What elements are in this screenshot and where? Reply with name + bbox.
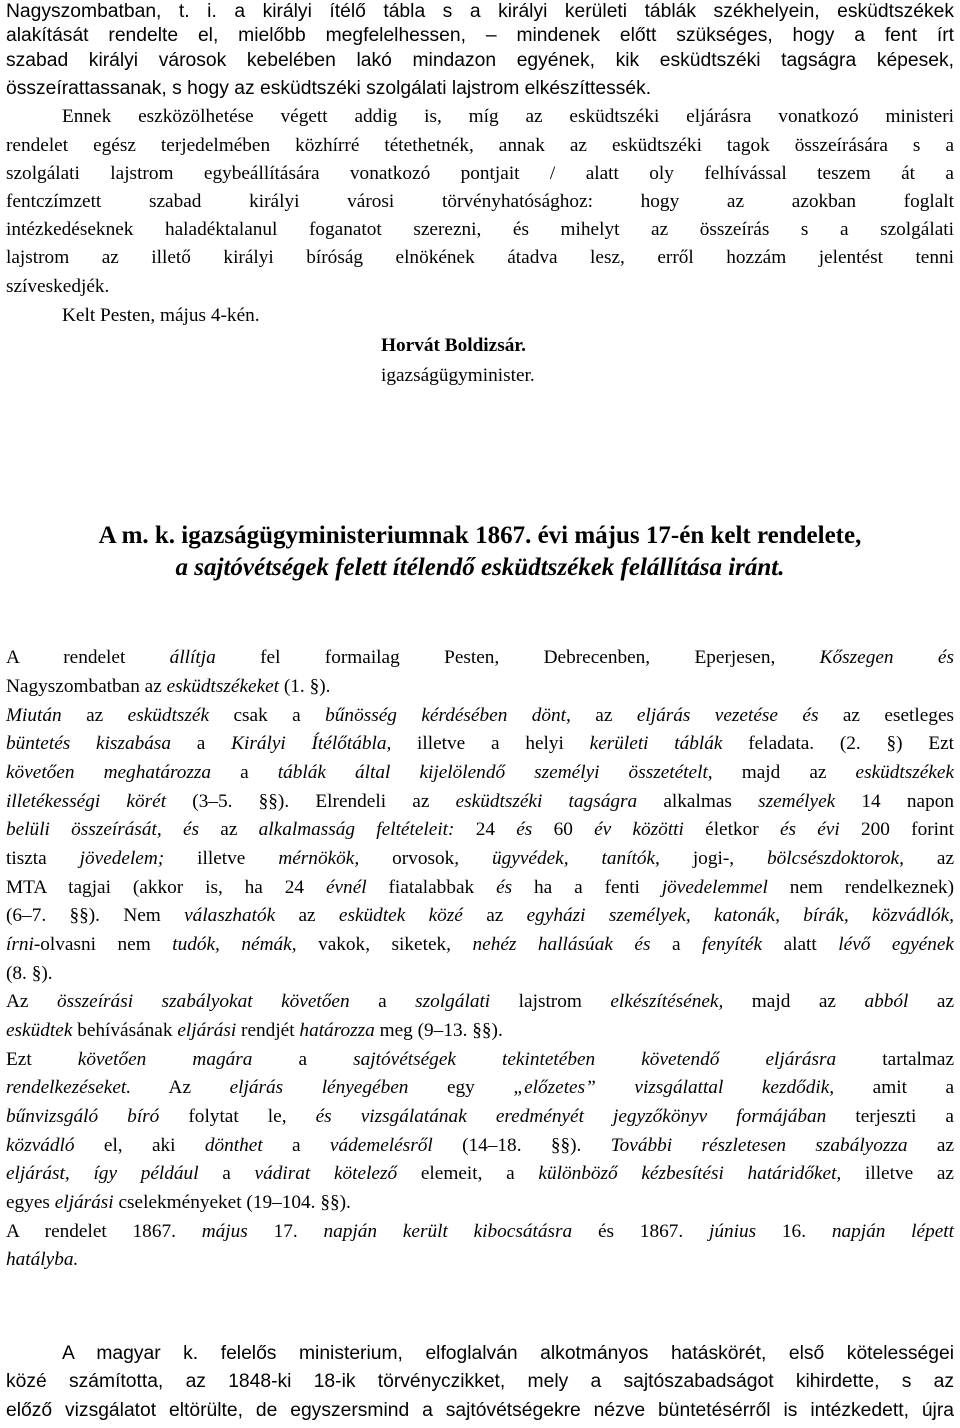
- paragraph2-line: szíveskedjék.: [6, 276, 110, 297]
- summary-segment: illetve az: [841, 1163, 954, 1184]
- summary-segment: „előzetes” vizsgálattal kezdődik,: [513, 1077, 835, 1098]
- summary-segment: A rendelet: [6, 647, 170, 668]
- summary-segment: elemeit, a: [397, 1163, 539, 1184]
- signature-name: Horvát Boldizsár.: [381, 335, 526, 356]
- summary-segment: 200 forint: [839, 819, 954, 840]
- summary-line: [6, 675, 954, 699]
- summary-segment: meg (9–13. §§).: [374, 1020, 503, 1041]
- summary-segment: cselekményeket (19–104. §§).: [113, 1192, 351, 1213]
- summary-segment: egyházi személyek, katonák, bírák, közvádlók,: [526, 905, 954, 926]
- summary-segment: esküdtszék: [127, 705, 210, 726]
- summary-segment: alkalmas: [637, 791, 759, 812]
- summary-segment: az: [570, 705, 637, 726]
- summary-line: [6, 904, 954, 928]
- summary-segment: írni: [6, 934, 34, 955]
- summary-segment: életkor: [683, 819, 780, 840]
- summary-segment: belüli összeírását, és: [6, 819, 200, 840]
- summary-segment: határozza: [299, 1020, 375, 1041]
- paragraph1-line: összeírattassanak, s hogy az esküdtszéki szolgálati lajstrom elkészíttessék.: [6, 78, 652, 99]
- summary-segment: További részletesen szabályozza: [610, 1135, 908, 1156]
- summary-segment: ha a fenti: [512, 877, 662, 898]
- summary-line: [6, 1076, 954, 1100]
- summary-segment: majd az: [723, 991, 865, 1012]
- summary-segment: nem rendelkeznek): [767, 877, 954, 898]
- summary-segment: bölcsészdoktorok,: [767, 848, 904, 869]
- summary-segment: az: [907, 1135, 954, 1156]
- summary-segment: az: [462, 905, 527, 926]
- summary-line: [6, 1105, 954, 1129]
- summary-segment: vakok, siketek,: [296, 934, 473, 955]
- summary-segment: az: [199, 819, 259, 840]
- summary-segment: az esetleges: [818, 705, 955, 726]
- summary-segment: válaszhatók: [184, 905, 276, 926]
- summary-segment: személyek: [758, 791, 836, 812]
- summary-line: [6, 1162, 954, 1186]
- summary-segment: lévő egyének: [838, 934, 954, 955]
- summary-segment: el, aki: [74, 1135, 205, 1156]
- summary-segment: majd az: [712, 762, 856, 783]
- summary-segment: különböző kézbesítési határidőket,: [538, 1163, 842, 1184]
- decree-heading: A m. k. igazságügyministeriumnak 1867. évi május 17-én kelt rendelete,: [98, 522, 862, 549]
- summary-segment: eljárási: [177, 1020, 237, 1041]
- summary-line: [6, 761, 954, 785]
- summary-line: [6, 933, 954, 957]
- paragraph2-line: fentczímzett szabad királyi városi törvényhatósághoz: hogy az azokban foglalt: [6, 191, 954, 212]
- summary-segment: orvosok,: [359, 848, 493, 869]
- summary-segment: (3–5. §§). Elrendeli az: [166, 791, 456, 812]
- summary-segment: (14–18. §§).: [432, 1135, 611, 1156]
- summary-segment: -olvasni nem: [33, 934, 173, 955]
- summary-segment: fenyíték: [702, 934, 763, 955]
- signature-title: igazságügyminister.: [381, 365, 535, 386]
- summary-segment: a: [252, 1049, 354, 1070]
- summary-segment: jövedelem;: [79, 848, 165, 869]
- summary-line: [6, 1220, 954, 1244]
- summary-segment: csak a: [209, 705, 326, 726]
- summary-segment: az: [903, 848, 955, 869]
- summary-line: [6, 704, 954, 728]
- summary-segment: Nagyszombatban az: [6, 676, 167, 697]
- summary-segment: Az: [6, 991, 57, 1012]
- summary-line: [6, 790, 954, 814]
- paragraph1-line: Nagyszombatban, t. i. a királyi ítélő tábla s a királyi kerületi táblák székhelyein, esküdtszékek: [6, 1, 954, 22]
- summary-segment: terjeszti a: [826, 1106, 954, 1127]
- summary-segment: év közötti: [594, 819, 684, 840]
- summary-segment: esküdtszékek: [855, 762, 955, 783]
- summary-segment: (1. §).: [279, 676, 331, 697]
- summary-segment: napján lépett: [831, 1221, 954, 1242]
- summary-segment: hatályba.: [6, 1249, 79, 1270]
- summary-segment: június: [708, 1221, 757, 1242]
- summary-segment: május: [201, 1221, 248, 1242]
- summary-line: [6, 1019, 954, 1043]
- summary-segment: közvádló: [6, 1135, 75, 1156]
- summary-segment: és vizsgálatának eredményét jegyzőkönyv formájában: [315, 1106, 827, 1127]
- summary-segment: a: [262, 1135, 330, 1156]
- summary-segment: Kőszegen és: [819, 647, 954, 668]
- summary-segment: nehéz hallásúak és: [472, 934, 651, 955]
- summary-line: [6, 962, 954, 986]
- summary-segment: 24: [454, 819, 517, 840]
- summary-segment: és: [496, 877, 513, 898]
- summary-segment: követően magára: [77, 1049, 253, 1070]
- summary-line: [6, 732, 954, 756]
- summary-segment: MTA tagjai (akkor is, ha 24: [6, 877, 326, 898]
- summary-segment: abból: [864, 991, 909, 1012]
- summary-segment: egy: [408, 1077, 514, 1098]
- summary-segment: egyes: [6, 1192, 55, 1213]
- summary-segment: eljárás vezetése és: [636, 705, 819, 726]
- summary-line: [6, 1048, 954, 1072]
- summary-segment: illetve: [164, 848, 279, 869]
- summary-line: [6, 1134, 954, 1158]
- summary-segment: lényegében: [283, 1077, 409, 1098]
- summary-segment: fiatalabbak: [366, 877, 497, 898]
- summary-segment: esküdtek közé: [338, 905, 463, 926]
- summary-segment: és: [516, 819, 533, 840]
- summary-segment: a: [171, 733, 232, 754]
- summary-segment: kerületi táblák: [589, 733, 723, 754]
- summary-segment: lajstrom: [490, 991, 611, 1012]
- summary-segment: és évi: [779, 819, 840, 840]
- summary-segment: évnél: [325, 877, 367, 898]
- decree-subheading: a sajtóvétségek felett ítélendő esküdtszékek felállítása iránt.: [175, 554, 785, 581]
- summary-segment: bűnösség kérdésében dönt,: [325, 705, 571, 726]
- summary-segment: Királyi Ítélőtábla,: [231, 733, 392, 754]
- summary-segment: illetve a helyi: [391, 733, 590, 754]
- summary-segment: tudók, némák,: [172, 934, 297, 955]
- summary-segment: mérnökök,: [278, 848, 360, 869]
- paragraph2-line: lajstrom az illető királyi bíróság elnökének átadva lesz, erről hozzám jelentést tenni: [6, 247, 954, 268]
- paragraph3-line: A magyar k. felelős ministerium, elfoglalván alkotmányos hatáskörét, első kötelességei: [62, 1343, 954, 1364]
- summary-segment: az: [61, 705, 128, 726]
- summary-segment: napján került kibocsátásra: [323, 1221, 573, 1242]
- summary-line: [6, 646, 954, 670]
- summary-segment: eljárás: [229, 1077, 284, 1098]
- summary-segment: táblák által kijelölendő személyi összetételt,: [277, 762, 713, 783]
- summary-segment: (6–7. §§). Nem: [6, 905, 185, 926]
- summary-segment: bűnvizsgáló bíró: [6, 1106, 160, 1127]
- summary-segment: követően meghatározza: [6, 762, 212, 783]
- summary-segment: feladata. (2. §) Ezt: [722, 733, 955, 754]
- summary-segment: elkészítésének,: [610, 991, 724, 1012]
- summary-segment: és 1867.: [572, 1221, 709, 1242]
- summary-segment: 17.: [247, 1221, 324, 1242]
- summary-line: [6, 876, 954, 900]
- summary-segment: amit a: [834, 1077, 955, 1098]
- summary-segment: ügyvédek, tanítók,: [492, 848, 660, 869]
- summary-segment: esküdtszéki tagságra: [455, 791, 638, 812]
- summary-segment: (8. §).: [6, 963, 53, 984]
- summary-segment: Ezt: [6, 1049, 78, 1070]
- summary-segment: 16.: [756, 1221, 832, 1242]
- summary-segment: szolgálati: [415, 991, 491, 1012]
- summary-segment: összeírási szabályokat követően: [56, 991, 350, 1012]
- paragraph1-line: szabad királyi városok kebelében lakó mindazon egyének, kik esküdtszéki tagságra képesek,: [6, 50, 954, 71]
- summary-segment: a: [349, 991, 416, 1012]
- summary-segment: jogi-,: [659, 848, 768, 869]
- summary-segment: 60: [532, 819, 595, 840]
- summary-segment: dönthet: [204, 1135, 263, 1156]
- paragraph2-line: intézkedéseknek haladéktalanul foganatot szerezni, és mihelyt az összeírás s a szolgálati: [6, 219, 954, 240]
- summary-segment: tiszta: [6, 848, 80, 869]
- summary-segment: rendelkezéseket.: [6, 1077, 132, 1098]
- summary-segment: illetékességi körét: [6, 791, 167, 812]
- paragraph1-line: alakítását rendelte el, mielőbb megfelelhessen, – mindenek előtt szükséges, hogy a fent írt: [6, 25, 954, 46]
- summary-segment: eljárást, így például: [6, 1163, 199, 1184]
- summary-segment: az: [908, 991, 955, 1012]
- summary-segment: Miután: [6, 705, 62, 726]
- summary-segment: büntetés kiszabása: [6, 733, 172, 754]
- summary-segment: esküdtek: [6, 1020, 73, 1041]
- summary-segment: alkalmasság feltételeit:: [258, 819, 455, 840]
- summary-segment: az: [275, 905, 339, 926]
- paragraph3-line: közé számította, az 1848-ki 18-ik törvényczikket, mely a sajtószabadságot kihirdette, s az: [6, 1371, 954, 1392]
- paragraph3-line: előző vizsgálatot eltörülte, de egyszersmind a sajtóvétségekre nézve büntetésérről is intézkedett, újra: [6, 1400, 954, 1421]
- summary-segment: vádemelésről: [329, 1135, 433, 1156]
- paragraph2-line: szolgálati lajstrom egybeállítására vonatkozó pontjait / alatt oly felhívással teszem át a: [6, 163, 954, 184]
- summary-segment: állítja: [169, 647, 216, 668]
- summary-segment: esküdtszékeket: [166, 676, 280, 697]
- paragraph2-line: rendelet egész terjedelmében közhírré tétethetnék, annak az esküdtszéki tagok összeírására s a: [6, 135, 954, 156]
- summary-segment: A rendelet 1867.: [6, 1221, 202, 1242]
- summary-segment: jövedelemmel: [661, 877, 768, 898]
- paragraph2-line: Ennek eszközölhetése végett addig is, míg az esküdtszéki eljárásra vonatkozó ministeri: [62, 106, 954, 127]
- summary-segment: fel formailag Pesten, Debrecenben, Eperjesen,: [215, 647, 820, 668]
- summary-segment: behívásának: [72, 1020, 178, 1041]
- summary-line: [6, 847, 954, 871]
- summary-segment: vádirat kötelező: [254, 1163, 398, 1184]
- summary-segment: sajtóvétségek tekintetében követendő eljárásra: [353, 1049, 837, 1070]
- summary-segment: folytat le,: [159, 1106, 316, 1127]
- summary-line: [6, 1248, 954, 1272]
- summary-line: [6, 818, 954, 842]
- summary-segment: Az: [131, 1077, 230, 1098]
- summary-segment: tartalmaz: [836, 1049, 955, 1070]
- summary-line: [6, 990, 954, 1014]
- summary-segment: a: [198, 1163, 255, 1184]
- summary-segment: a: [650, 934, 703, 955]
- summary-segment: 14 napon: [835, 791, 955, 812]
- summary-segment: a: [211, 762, 278, 783]
- summary-line: [6, 1191, 954, 1215]
- summary-segment: rendjét: [236, 1020, 300, 1041]
- summary-segment: alatt: [762, 934, 839, 955]
- summary-segment: eljárási: [54, 1192, 114, 1213]
- date-line: Kelt Pesten, május 4-kén.: [62, 305, 260, 326]
